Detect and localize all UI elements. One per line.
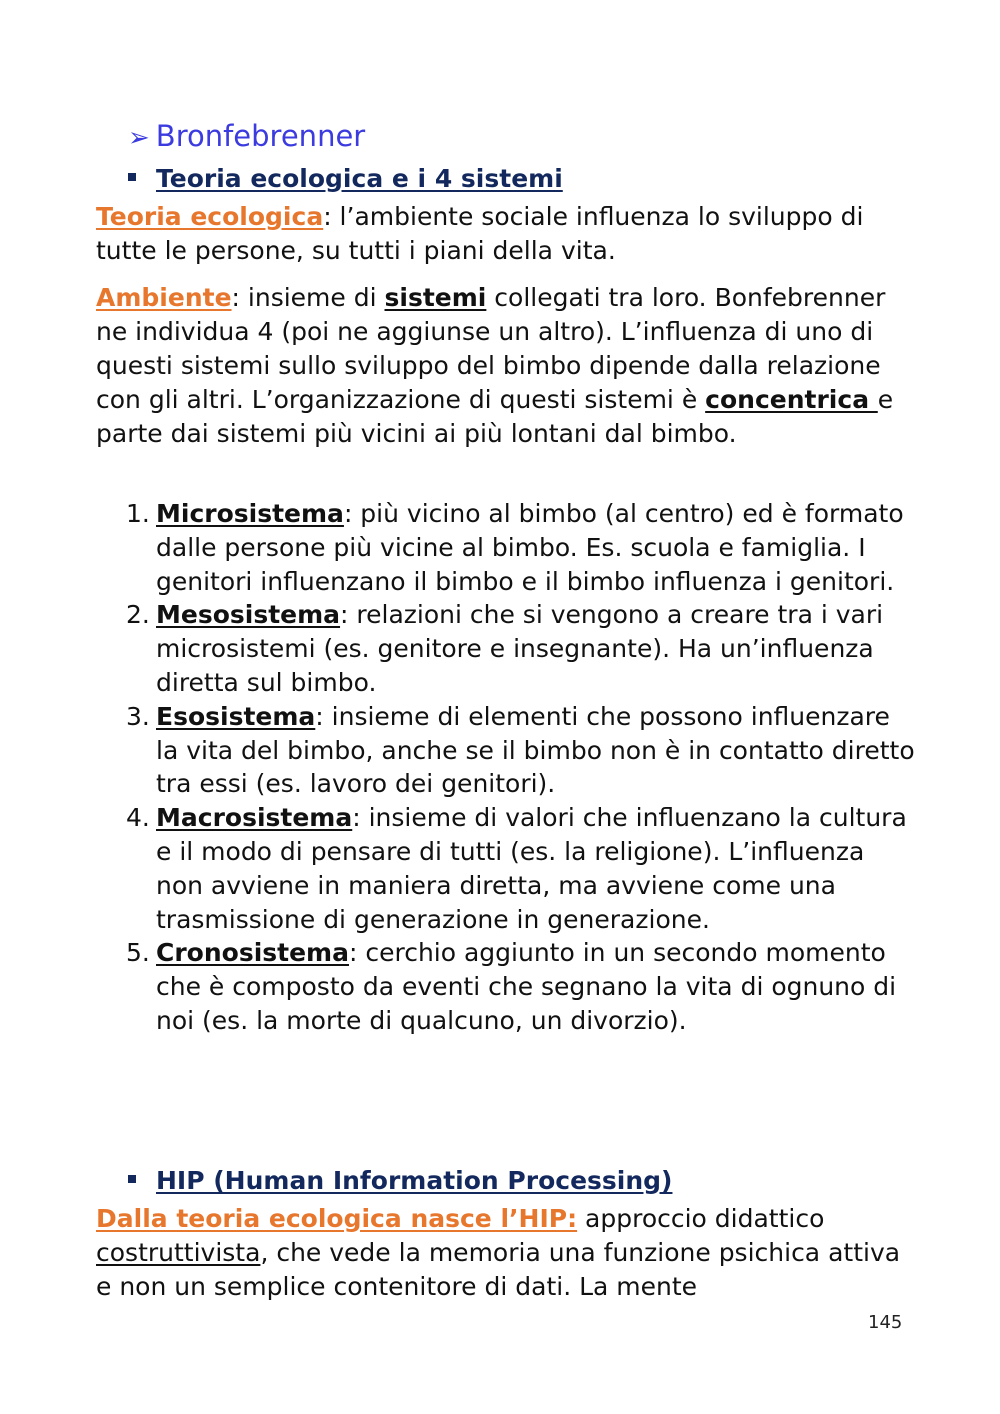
square-bullet-icon <box>128 1175 136 1183</box>
paragraph-text: : insieme di <box>231 283 385 312</box>
paragraph-text: : l’ambiente sociale influenza lo sviluppo di tutte le persone, su tutti i piani della vita. <box>96 202 864 265</box>
list-number: 5. <box>126 938 150 968</box>
list-number: 2. <box>126 600 150 630</box>
list-number: 4. <box>126 803 150 833</box>
paragraph-text: collegati tra loro. Bonfebrenner ne individua 4 (poi ne aggiunse un altro). L’influenza di uno di questi sistemi sullo sviluppo del bimbo dipende dalla relazione con gli altri. L’organizzazione di questi sistemi è <box>96 283 886 414</box>
list-item <box>96 700 916 801</box>
section-title: Bronfebrenner <box>155 119 366 153</box>
list-text: : più vicino al bimbo (al centro) ed è formato dalle persone più vicine al bimbo. Es. scuola e famiglia. I genitori influenzano il bimbo e il bimbo influenza i genitori. <box>156 499 904 596</box>
paragraph-ambiente <box>96 281 916 451</box>
paragraph-text: approccio didattico <box>577 1204 825 1233</box>
subsection-title: HIP (Human Information Processing) <box>156 1166 673 1195</box>
list-term: Esosistema <box>156 701 316 731</box>
paragraph-text: , che vede la memoria una funzione psichica attiva e non un semplice contenitore di dati. La mente <box>96 1238 901 1301</box>
section-heading <box>128 116 365 158</box>
arrow-bullet-icon: ➢ <box>128 123 150 153</box>
list-item <box>96 497 916 598</box>
list-text: : cerchio aggiunto in un secondo momento che è composto da eventi che segnano la vita di ognuno di noi (es. la morte di qualcuno, un divorzio). <box>156 938 897 1035</box>
paragraph-teoria-ecologica <box>96 200 916 268</box>
systems-list <box>96 497 916 1038</box>
term-ambiente: Ambiente <box>96 283 232 312</box>
paragraph-hip <box>96 1202 916 1304</box>
list-text: : insieme di elementi che possono influenzare la vita del bimbo, anche se il bimbo non è in contatto diretto tra essi (es. lavoro dei genitori). <box>156 701 915 799</box>
page-number: 145 <box>868 1312 903 1333</box>
list-term: Microsistema <box>156 499 344 528</box>
list-number: 3. <box>126 701 150 731</box>
subsection-heading-teoria <box>128 162 563 196</box>
list-number: 1. <box>126 499 150 528</box>
subsection-heading-hip <box>128 1164 672 1198</box>
list-text: : insieme di valori che influenzano la cultura e il modo di pensare di tutti (es. la religione). L’influenza non avviene in maniera diretta, ma avviene come una trasmissione di generazione in generazione. <box>156 803 907 934</box>
square-bullet-icon <box>128 173 136 181</box>
term-teoria-ecologica: Teoria ecologica <box>96 202 324 231</box>
subsection-title: Teoria ecologica e i 4 sistemi <box>156 164 563 193</box>
list-item <box>96 936 916 1037</box>
term-concentrica: concentrica <box>705 385 878 414</box>
term-hip: Dalla teoria ecologica nasce l’HIP: <box>96 1204 578 1233</box>
list-term: Cronosistema <box>156 938 349 968</box>
term-costruttivista: costruttivista <box>96 1238 261 1267</box>
list-item <box>96 801 916 936</box>
term-sistemi: sistemi <box>384 283 487 312</box>
list-term: Mesosistema <box>156 600 341 630</box>
paragraph-text: e parte dai sistemi più vicini ai più lontani dal bimbo. <box>96 385 894 448</box>
list-term: Macrosistema <box>156 803 353 833</box>
list-text: : relazioni che si vengono a creare tra i vari microsistemi (es. genitore e insegnante). Ha un’influenza diretta sul bimbo. <box>156 600 884 697</box>
list-item <box>96 598 916 699</box>
